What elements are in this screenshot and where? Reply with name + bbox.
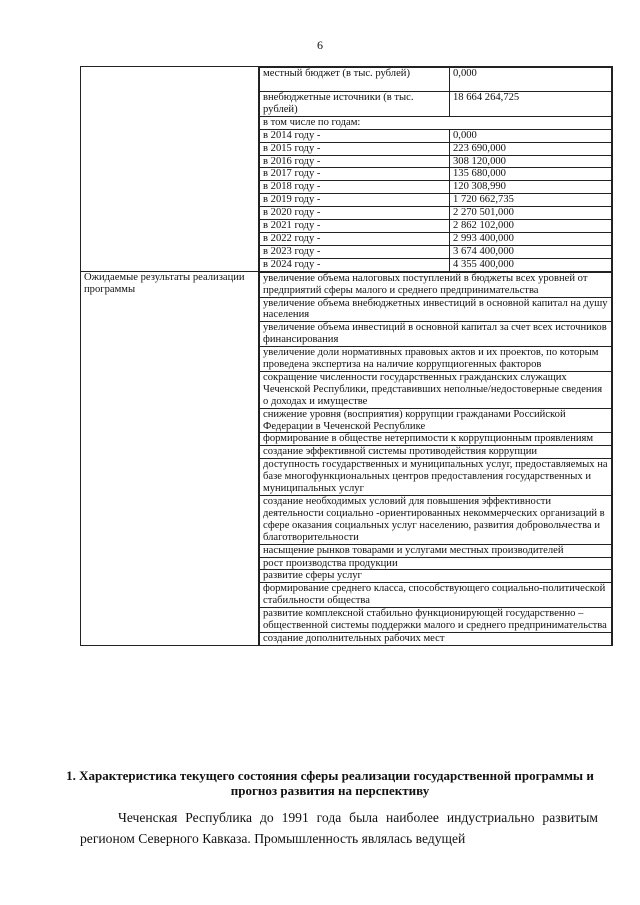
finance-year-row <box>260 155 612 168</box>
results-cell <box>259 271 613 645</box>
year-value: 223 690,000 <box>450 142 612 155</box>
finance-label-cell <box>81 67 259 272</box>
year-label: в 2014 году - <box>260 129 450 142</box>
finance-by-years-row <box>260 116 612 129</box>
finance-source-row <box>260 92 612 117</box>
finance-year-row <box>260 220 612 233</box>
result-item: создание необходимых условий для повышения эффективности деятельности социально -ориентированных некоммерческих организаций в сфере оказания социальных услуг населению, развития добровольчества и благотворительности <box>260 496 612 545</box>
finance-table <box>259 67 612 271</box>
year-value: 0,000 <box>450 129 612 142</box>
finance-cell <box>259 67 613 272</box>
result-item: увеличение объема внебюджетных инвестиций в основной капитал на душу населения <box>260 297 612 322</box>
result-item: рост производства продукции <box>260 557 612 570</box>
results-label: Ожидаемые результаты реализации программы <box>81 271 259 645</box>
finance-row <box>81 67 613 272</box>
year-label: в 2022 году - <box>260 232 450 245</box>
result-item: развитие комплексной стабильно функционирующей государственно – общественной системы поддержки малого и среднего предпринимательства <box>260 608 612 633</box>
year-value: 2 270 501,000 <box>450 207 612 220</box>
results-list <box>259 272 612 645</box>
finance-year-row <box>260 142 612 155</box>
results-row <box>81 271 613 645</box>
year-label: в 2024 году - <box>260 258 450 270</box>
year-label: в 2016 году - <box>260 155 450 168</box>
finance-year-row <box>260 181 612 194</box>
year-label: в 2023 году - <box>260 245 450 258</box>
section-title: 1. Характеристика текущего состояния сферы реализации государственной программы и прогноз развития на перспективу <box>66 768 594 798</box>
finance-source-value: 0,000 <box>450 68 612 92</box>
finance-by-years-label: в том числе по годам: <box>260 116 612 129</box>
page-number: 6 <box>317 38 323 52</box>
result-item: увеличение доли нормативных правовых актов и их проектов, по которым проведена экспертиза на наличие коррупциогенных факторов <box>260 347 612 372</box>
result-item: увеличение объема инвестиций в основной капитал за счет всех источников финансирования <box>260 322 612 347</box>
program-passport-table <box>80 66 613 646</box>
result-item: формирование в обществе нетерпимости к коррупционным проявлениям <box>260 433 612 446</box>
finance-source-label: внебюджетные источники (в тыс. рублей) <box>260 92 450 117</box>
year-label: в 2019 году - <box>260 194 450 207</box>
year-label: в 2018 году - <box>260 181 450 194</box>
result-item: увеличение объема налоговых поступлений в бюджеты всех уровней от предприятий сферы малого и среднего предпринимательства <box>260 272 612 297</box>
finance-year-row <box>260 232 612 245</box>
year-label: в 2021 году - <box>260 220 450 233</box>
year-value: 3 674 400,000 <box>450 245 612 258</box>
result-item: доступность государственных и муниципальных услуг, предоставляемых на базе многофункциональных центров предоставления государственных и муниципальных услуг <box>260 459 612 496</box>
result-item: снижение уровня (восприятия) коррупции гражданами Российской Федерации в Чеченской Республике <box>260 408 612 433</box>
result-item: насыщение рынков товарами и услугами местных производителей <box>260 544 612 557</box>
finance-source-value: 18 664 264,725 <box>450 92 612 117</box>
year-value: 2 862 102,000 <box>450 220 612 233</box>
body-paragraph: Чеченская Республика до 1991 года была наиболее индустриально развитым регионом Северного Кавказа. Промышленность являлась ведущей <box>80 810 598 846</box>
year-value: 2 993 400,000 <box>450 232 612 245</box>
result-item: создание дополнительных рабочих мест <box>260 632 612 644</box>
finance-source-label: местный бюджет (в тыс. рублей) <box>260 68 450 92</box>
result-item: развитие сферы услуг <box>260 570 612 583</box>
year-value: 120 308,990 <box>450 181 612 194</box>
finance-year-row <box>260 258 612 270</box>
finance-year-row <box>260 168 612 181</box>
year-label: в 2017 году - <box>260 168 450 181</box>
finance-source-row <box>260 68 612 92</box>
finance-year-row <box>260 129 612 142</box>
finance-year-row <box>260 194 612 207</box>
year-value: 1 720 662,735 <box>450 194 612 207</box>
result-item: создание эффективной системы противодействия коррупции <box>260 446 612 459</box>
year-value: 308 120,000 <box>450 155 612 168</box>
year-label: в 2020 году - <box>260 207 450 220</box>
year-value: 135 680,000 <box>450 168 612 181</box>
year-label: в 2015 году - <box>260 142 450 155</box>
finance-year-row <box>260 245 612 258</box>
result-item: сокращение численности государственных гражданских служащих Чеченской Республики, представивших неполные/недостоверные сведения о доходах и имуществе <box>260 371 612 408</box>
year-value: 4 355 400,000 <box>450 258 612 270</box>
result-item: формирование среднего класса, способствующего социально-политической стабильности общества <box>260 583 612 608</box>
finance-year-row <box>260 207 612 220</box>
